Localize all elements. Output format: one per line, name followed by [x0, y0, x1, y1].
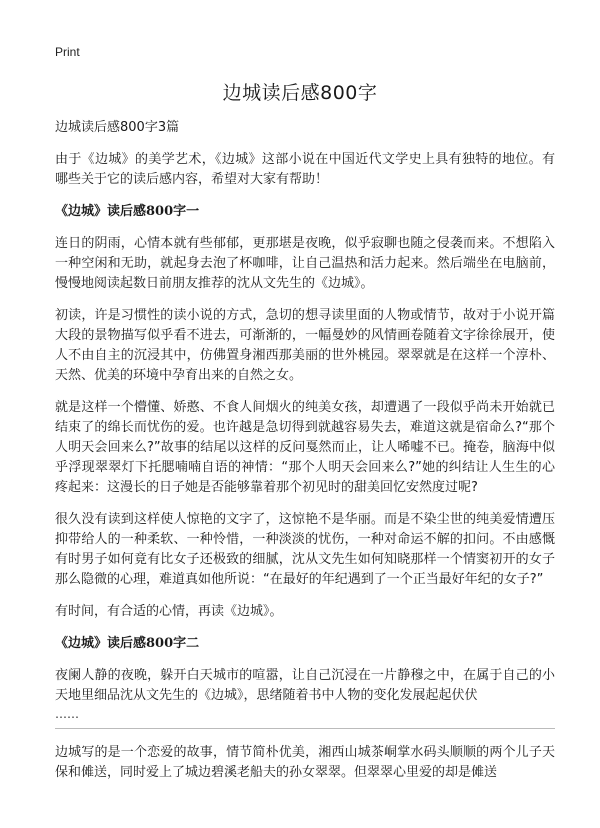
section-heading-2: 《边城》读后感800字二 — [55, 636, 200, 651]
print-label[interactable]: Print — [55, 45, 80, 59]
paragraph: 有时间，有合适的心情，再读《边城》。 — [55, 604, 283, 619]
section-heading-1: 《边城》读后感800字一 — [55, 204, 200, 219]
page-title: 边城读后感800字 — [222, 82, 378, 104]
paragraph: 边城写的是一个恋爱的故事，情节简朴优美，湘西山城茶峒掌水码头顺顺的两个儿子天保和傩送，同时爱上了城边碧溪老船夫的孙女翠翠。但翠翠心里爱的却是傩送 — [55, 745, 555, 780]
paragraph: 初读，许是习惯性的读小说的方式，急切的想寻读里面的人物或情节，故对于小说开篇大段的景物描写似乎看不进去，可渐渐的，一幅曼妙的风情画卷随着文字徐徐展开，使人不由自主的沉浸其中，仿佛置身湘西那美丽的世外桃园。翠翠就是在这样一个淳朴、天然、优美的环境中孕育出来的自然之女。 — [55, 308, 555, 383]
intro-paragraph: 由于《边城》的美学艺术，《边城》这部小说在中国近代文学史上具有独特的地位。有哪些关于它的读后感内容，希望对大家有帮助！ — [55, 152, 555, 187]
paragraph: 就是这样一个懵懂、娇憨、不食人间烟火的纯美女孩，却遭遇了一段似乎尚未开始就已结束了的绵长而忧伤的爱。也许越是急切得到就越容易失去，难道这就是宿命么?“那个人明天会回来么?”故事的结尾以这样的反问戛然而止，让人唏嘘不已。掩卷，脑海中似乎浮现翠翠灯下托腮喃喃自语的神情：“那个人明天会回来么?”她的纠结让人生生的心疼起来：这漫长的日子她是否能够靠着那个初见时的甜美回忆安然度过呢? — [55, 400, 555, 495]
paragraph: 连日的阴雨，心情本就有些郁郁，更那堪是夜晚，似乎寂聊也随之侵袭而来。不想陷入一种空闲和无助，就起身去泡了杯咖啡，让自己温热和活力起来。然后端坐在电脑前，慢慢地阅读起数日前朋友推荐的沈从文先生的《边城》。 — [55, 236, 555, 291]
paragraph: 很久没有读到这样使人惊艳的文字了，这惊艳不是华丽。而是不染尘世的纯美爱情遭压抑带给人的一种柔软、一种怜惜，一种淡淡的忧伤，一种对命运不解的扣问。不由感慨有时男子如何竟有比女子还极致的细腻，沈从文先生如何知晓那样一个情窦初开的女子那么隐微的心理，难道真如他所说：“在最好的年纪遇到了一个正当最好年纪的女子?” — [55, 512, 555, 587]
paragraph: 夜阑人静的夜晚，躲开白天城市的喧嚣，让自己沉浸在一片静穆之中，在属于自己的小天地里细品沈从文先生的《边城》，思绪随着书中人物的变化发展起起伏伏 — [55, 668, 555, 703]
article-subtitle: 边城读后感800字3篇 — [55, 120, 180, 135]
divider — [55, 728, 555, 729]
article-body — [55, 118, 555, 795]
ellipsis: …… — [55, 707, 79, 721]
